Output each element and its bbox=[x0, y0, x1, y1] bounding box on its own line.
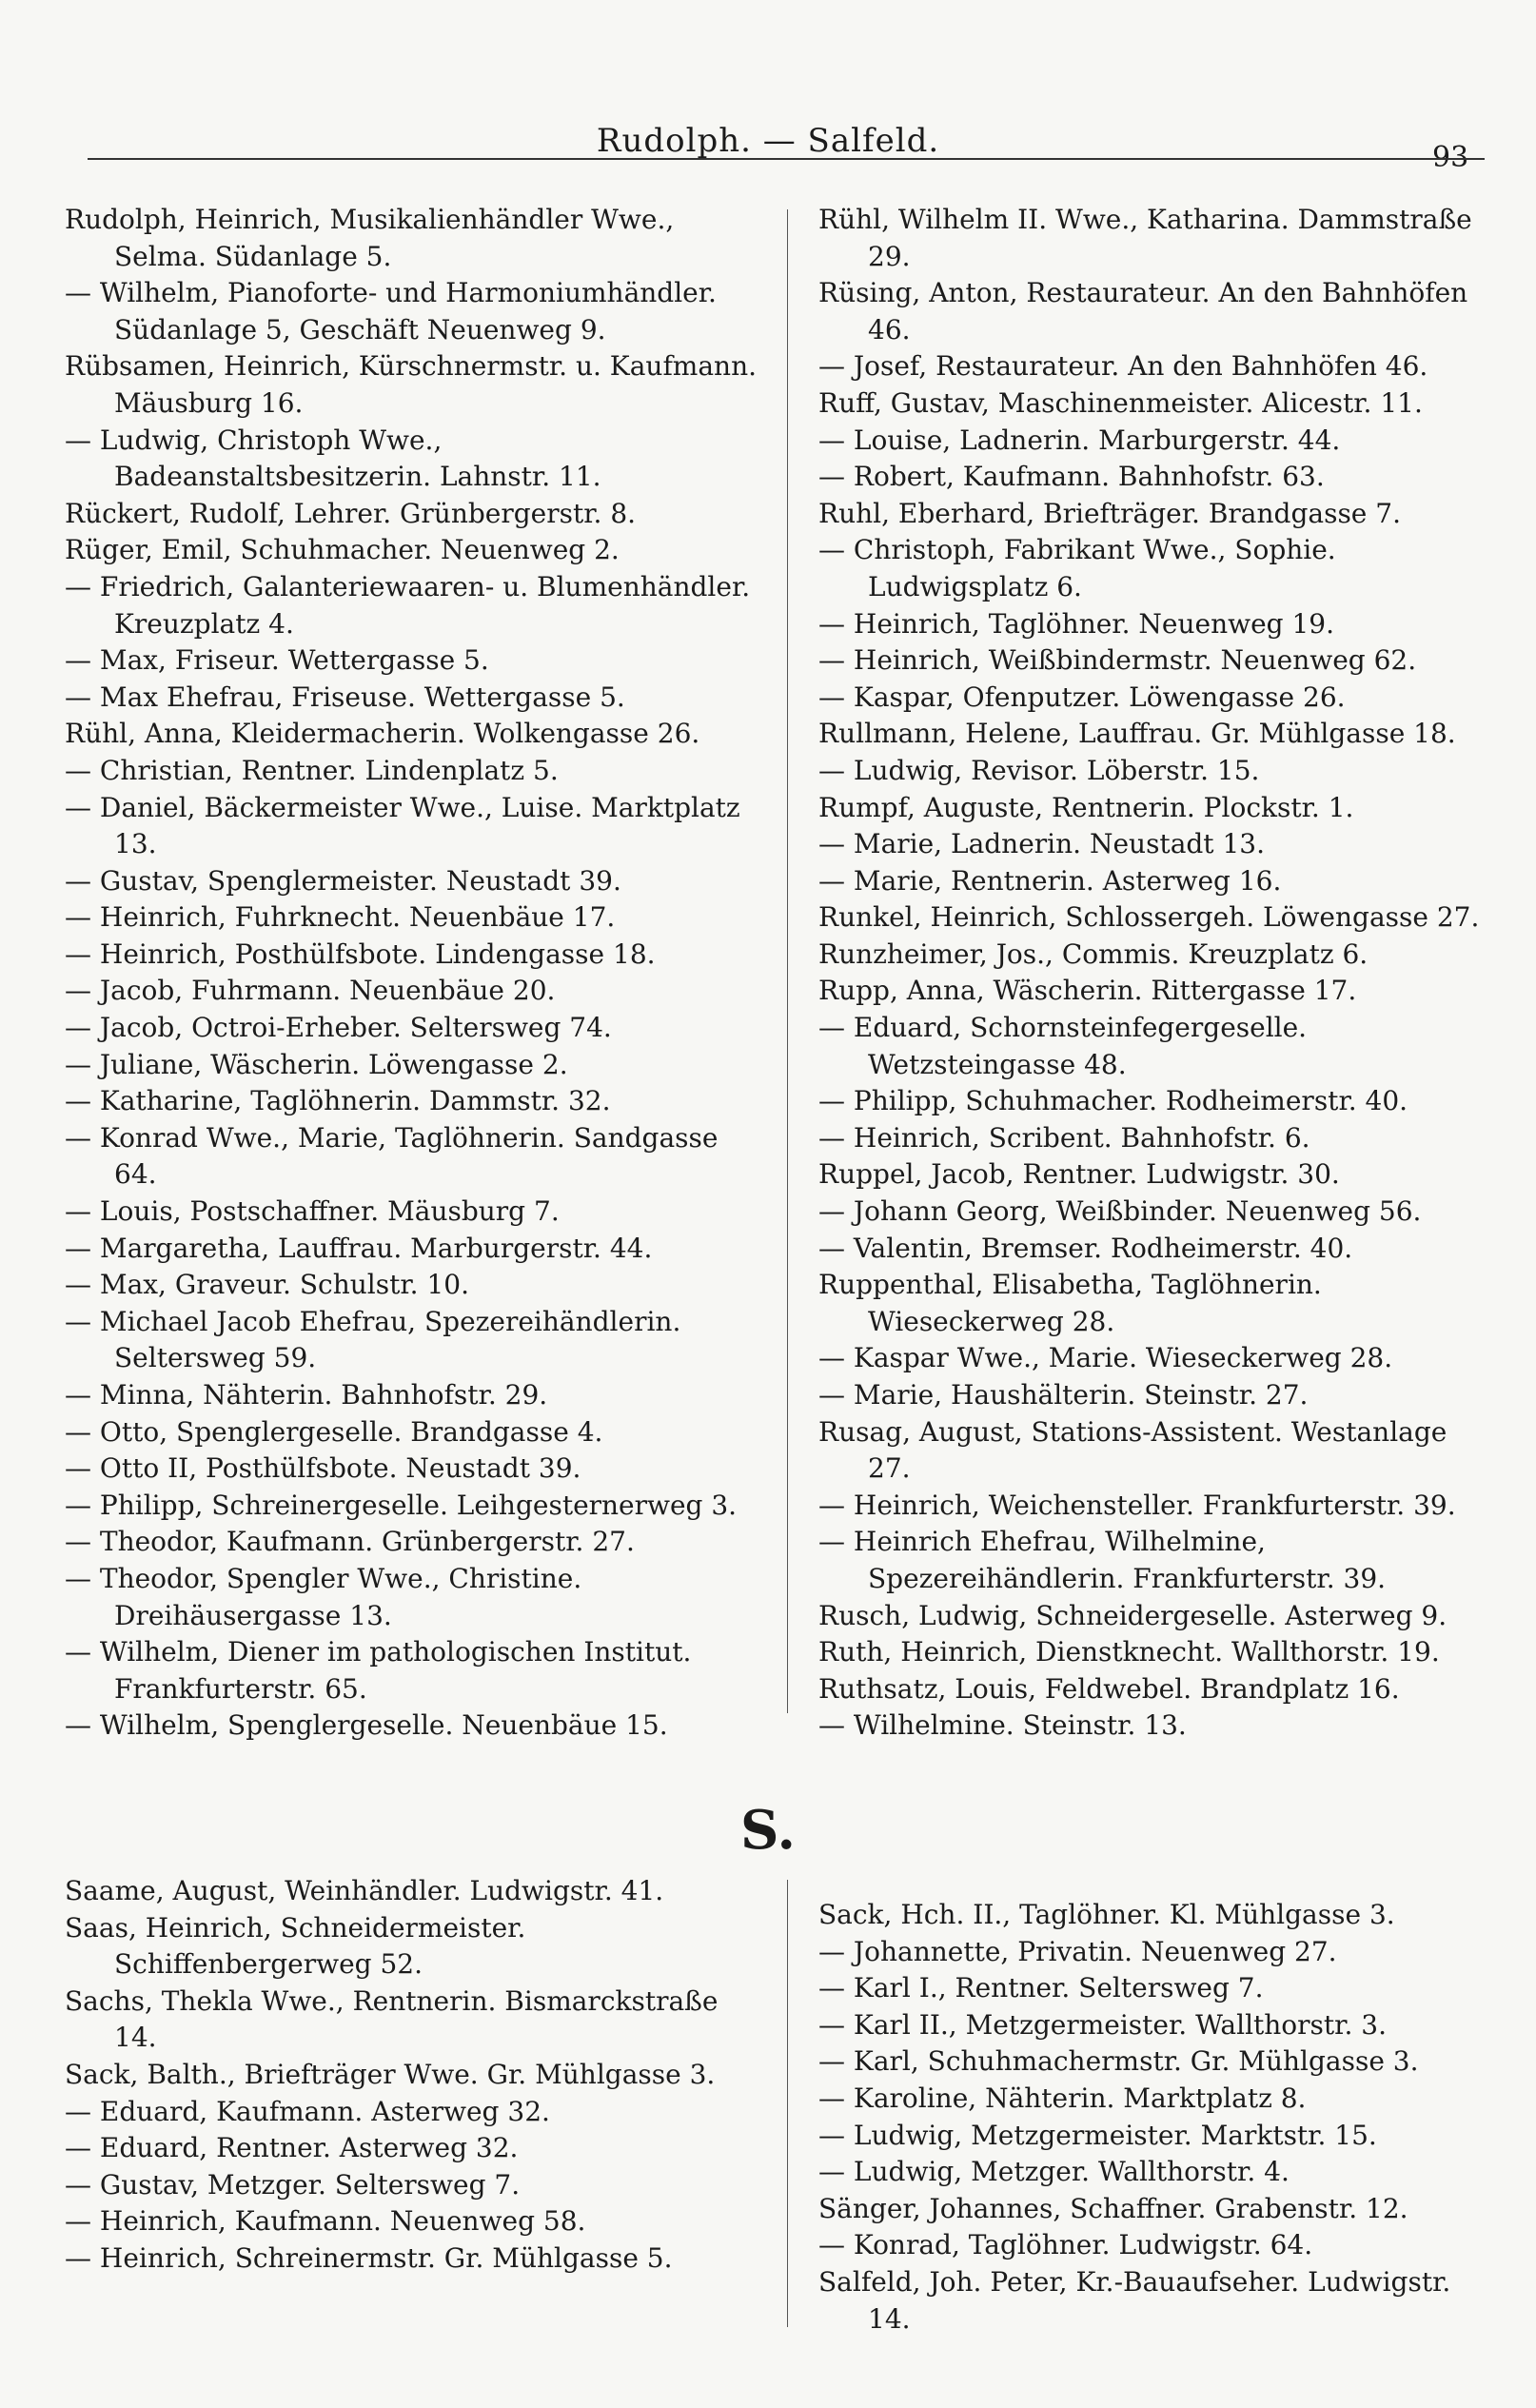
directory-entry: — Jacob, Octroi-Erheber. Seltersweg 74. bbox=[65, 1012, 612, 1044]
column-divider bbox=[787, 209, 788, 1713]
directory-entry: — Otto II, Posthülfsbote. Neustadt 39. bbox=[65, 1452, 581, 1485]
directory-entry: — Jacob, Fuhrmann. Neuenbäue 20. bbox=[65, 975, 556, 1007]
directory-entry: — Heinrich, Taglöhner. Neuenweg 19. bbox=[818, 607, 1335, 640]
header-rule bbox=[88, 158, 1485, 160]
directory-entry: — Karl II., Metzgermeister. Wallthorstr. 3. bbox=[818, 2008, 1387, 2041]
directory-entry: — Marie, Rentnerin. Asterweg 16. bbox=[818, 864, 1282, 897]
directory-entry: — Daniel, Bäckermeister Wwe., Luise. Marktplatz 13. bbox=[65, 791, 740, 860]
directory-entry: — Max Ehefrau, Friseuse. Wettergasse 5. bbox=[65, 681, 625, 713]
directory-entry: — Marie, Ladnerin. Neustadt 13. bbox=[818, 828, 1265, 860]
directory-entry: — Kaspar Wwe., Marie. Wieseckerweg 28. bbox=[818, 1342, 1393, 1374]
directory-entry: Ruff, Gustav, Maschinenmeister. Alicestr. 11. bbox=[818, 386, 1423, 419]
directory-entry: Ruth, Heinrich, Dienstknecht. Wallthorstr. 19. bbox=[818, 1636, 1440, 1668]
directory-entry: Ruthsatz, Louis, Feldwebel. Brandplatz 16. bbox=[818, 1672, 1400, 1705]
directory-entry: — Margaretha, Lauffrau. Marburgerstr. 44. bbox=[65, 1232, 653, 1264]
right-column bbox=[818, 202, 1485, 1745]
directory-entry: — Wilhelm, Spenglergeselle. Neuenbäue 15. bbox=[65, 1709, 668, 1742]
directory-entry: Rusag, August, Stations-Assistent. Westanlage 27. bbox=[818, 1415, 1447, 1485]
directory-entry: — Christian, Rentner. Lindenplatz 5. bbox=[65, 754, 559, 786]
directory-entry: — Juliane, Wäscherin. Löwengasse 2. bbox=[65, 1048, 568, 1080]
directory-entry: — Heinrich, Kaufmann. Neuenweg 58. bbox=[65, 2205, 586, 2238]
directory-entry: Sänger, Johannes, Schaffner. Grabenstr. 12. bbox=[818, 2192, 1408, 2224]
directory-entry: — Eduard, Kaufmann. Asterweg 32. bbox=[65, 2095, 550, 2127]
directory-entry: — Heinrich, Scribent. Bahnhofstr. 6. bbox=[818, 1121, 1310, 1154]
directory-entry: Ruppel, Jacob, Rentner. Ludwigstr. 30. bbox=[818, 1158, 1340, 1191]
directory-entry: — Gustav, Metzger. Seltersweg 7. bbox=[65, 2168, 521, 2201]
directory-entry: Rühl, Wilhelm II. Wwe., Katharina. Dammstraße 29. bbox=[818, 204, 1472, 272]
directory-entry: Saas, Heinrich, Schneidermeister. Schiffenbergerweg 52. bbox=[65, 1911, 526, 1981]
directory-entry: — Marie, Haushälterin. Steinstr. 27. bbox=[818, 1379, 1309, 1411]
running-header: Rudolph. — Salfeld. bbox=[596, 122, 940, 160]
directory-entry: — Ludwig, Christoph Wwe., Badeanstaltsbesitzerin. Lahnstr. 11. bbox=[65, 424, 601, 493]
directory-entry: — Heinrich, Schreinermstr. Gr. Mühlgasse 5. bbox=[65, 2241, 673, 2274]
directory-entry: Rüger, Emil, Schuhmacher. Neuenweg 2. bbox=[65, 534, 620, 566]
directory-entry: Rudolph, Heinrich, Musikalienhändler Wwe., Selma. Südanlage 5. bbox=[65, 204, 675, 272]
directory-entry: — Theodor, Kaufmann. Grünbergerstr. 27. bbox=[65, 1526, 635, 1558]
directory-entry: — Wilhelmine. Steinstr. 13. bbox=[818, 1709, 1187, 1742]
directory-entry: — Wilhelm, Pianoforte- und Harmoniumhändler. Südanlage 5, Geschäft Neuenweg 9. bbox=[65, 277, 717, 345]
directory-entry: — Konrad Wwe., Marie, Taglöhnerin. Sandgasse 64. bbox=[65, 1121, 719, 1191]
directory-entry: — Louis, Postschaffner. Mäusburg 7. bbox=[65, 1195, 560, 1228]
directory-entry: — Katharine, Taglöhnerin. Dammstr. 32. bbox=[65, 1085, 611, 1117]
s-left-column bbox=[65, 1873, 759, 2278]
directory-entry: — Michael Jacob Ehefrau, Spezereihändlerin. Seltersweg 59. bbox=[65, 1305, 681, 1374]
directory-entry: — Heinrich Ehefrau, Wilhelmine, Spezereihändlerin. Frankfurterstr. 39. bbox=[818, 1526, 1387, 1594]
directory-entry: Rumpf, Auguste, Rentnerin. Plockstr. 1. bbox=[818, 791, 1354, 823]
directory-entry: — Karl I., Rentner. Seltersweg 7. bbox=[818, 1972, 1264, 2004]
directory-entry: — Ludwig, Metzger. Wallthorstr. 4. bbox=[818, 2156, 1290, 2188]
page-number: 93 bbox=[1432, 141, 1469, 174]
directory-entry: — Philipp, Schreinergeselle. Leihgesternerweg 3. bbox=[65, 1489, 738, 1521]
directory-entry: — Heinrich, Posthülfsbote. Lindengasse 18. bbox=[65, 938, 656, 970]
directory-entry: Ruppenthal, Elisabetha, Taglöhnerin. Wieseckerweg 28. bbox=[818, 1269, 1322, 1337]
directory-entry: — Robert, Kaufmann. Bahnhofstr. 63. bbox=[818, 461, 1325, 493]
directory-entry: — Friedrich, Galanteriewaaren- u. Blumenhändler. Kreuzplatz 4. bbox=[65, 570, 751, 640]
directory-entry: — Otto, Spenglergeselle. Brandgasse 4. bbox=[65, 1415, 603, 1448]
directory-entry: Sack, Balth., Briefträger Wwe. Gr. Mühlgasse 3. bbox=[65, 2058, 716, 2090]
directory-entry: — Ludwig, Metzgermeister. Marktstr. 15. bbox=[818, 2119, 1377, 2151]
directory-entry: — Heinrich, Weichensteller. Frankfurterstr. 39. bbox=[818, 1489, 1456, 1521]
directory-entry: Salfeld, Joh. Peter, Kr.-Bauaufseher. Ludwigstr. 14. bbox=[818, 2265, 1451, 2335]
directory-entry: — Gustav, Spenglermeister. Neustadt 39. bbox=[65, 864, 621, 897]
directory-entry: — Kaspar, Ofenputzer. Löwengasse 26. bbox=[818, 681, 1346, 713]
directory-entry: Saame, August, Weinhändler. Ludwigstr. 41. bbox=[65, 1875, 664, 1906]
directory-entry: — Karoline, Nähterin. Marktplatz 8. bbox=[818, 2082, 1307, 2114]
directory-entry: — Heinrich, Fuhrknecht. Neuenbäue 17. bbox=[65, 901, 616, 934]
directory-entry: — Christoph, Fabrikant Wwe., Sophie. Ludwigsplatz 6. bbox=[818, 534, 1336, 602]
directory-entry: — Max, Friseur. Wettergasse 5. bbox=[65, 644, 489, 677]
left-column bbox=[65, 202, 759, 1745]
directory-entry: — Theodor, Spengler Wwe., Christine. Dreihäusergasse 13. bbox=[65, 1562, 582, 1631]
directory-entry: — Johannette, Privatin. Neuenweg 27. bbox=[818, 1935, 1337, 1967]
directory-entry: — Minna, Nähterin. Bahnhofstr. 29. bbox=[65, 1379, 548, 1411]
directory-entry: — Konrad, Taglöhner. Ludwigstr. 64. bbox=[818, 2229, 1313, 2261]
directory-entry: Rullmann, Helene, Lauffrau. Gr. Mühlgasse 18. bbox=[818, 718, 1456, 750]
section-letter: S. bbox=[740, 1799, 796, 1862]
directory-entry: — Max, Graveur. Schulstr. 10. bbox=[65, 1269, 469, 1301]
directory-entry: — Eduard, Schornsteinfegergeselle. Wetzsteingasse 48. bbox=[818, 1012, 1308, 1080]
directory-entry: Rühl, Anna, Kleidermacherin. Wolkengasse 26. bbox=[65, 718, 700, 750]
directory-entry: — Ludwig, Revisor. Löberstr. 15. bbox=[818, 754, 1260, 786]
directory-entry: Sack, Hch. II., Taglöhner. Kl. Mühlgasse 3. bbox=[818, 1899, 1395, 1930]
directory-entry: Runzheimer, Jos., Commis. Kreuzplatz 6. bbox=[818, 938, 1369, 970]
directory-entry: — Louise, Ladnerin. Marburgerstr. 44. bbox=[818, 424, 1341, 456]
directory-entry: Rübsamen, Heinrich, Kürschnermstr. u. Kaufmann. Mäusburg 16. bbox=[65, 350, 758, 419]
directory-entry: — Heinrich, Weißbindermstr. Neuenweg 62. bbox=[818, 644, 1417, 677]
directory-entry: — Johann Georg, Weißbinder. Neuenweg 56. bbox=[818, 1195, 1422, 1228]
directory-entry: — Eduard, Rentner. Asterweg 32. bbox=[65, 2132, 519, 2164]
directory-entry: — Philipp, Schuhmacher. Rodheimerstr. 40. bbox=[818, 1085, 1408, 1117]
directory-entry: — Karl, Schuhmachermstr. Gr. Mühlgasse 3. bbox=[818, 2045, 1419, 2078]
directory-entry: Rupp, Anna, Wäscherin. Rittergasse 17. bbox=[818, 975, 1357, 1007]
directory-entry: Ruhl, Eberhard, Briefträger. Brandgasse 7. bbox=[818, 497, 1401, 529]
directory-entry: Runkel, Heinrich, Schlossergeh. Löwengasse 27. bbox=[818, 901, 1480, 934]
column-divider-s bbox=[787, 1880, 788, 2327]
directory-entry: — Josef, Restaurateur. An den Bahnhöfen 46. bbox=[818, 350, 1428, 383]
directory-entry: Sachs, Thekla Wwe., Rentnerin. Bismarckstraße 14. bbox=[65, 1984, 719, 2054]
directory-entry: — Wilhelm, Diener im pathologischen Institut. Frankfurterstr. 65. bbox=[65, 1636, 692, 1705]
directory-entry: Rüsing, Anton, Restaurateur. An den Bahnhöfen 46. bbox=[818, 277, 1468, 345]
directory-entry: Rusch, Ludwig, Schneidergeselle. Asterweg 9. bbox=[818, 1599, 1447, 1631]
directory-entry: — Valentin, Bremser. Rodheimerstr. 40. bbox=[818, 1232, 1353, 1264]
directory-entry: Rückert, Rudolf, Lehrer. Grünbergerstr. 8. bbox=[65, 497, 637, 529]
s-right-column bbox=[818, 1897, 1485, 2338]
